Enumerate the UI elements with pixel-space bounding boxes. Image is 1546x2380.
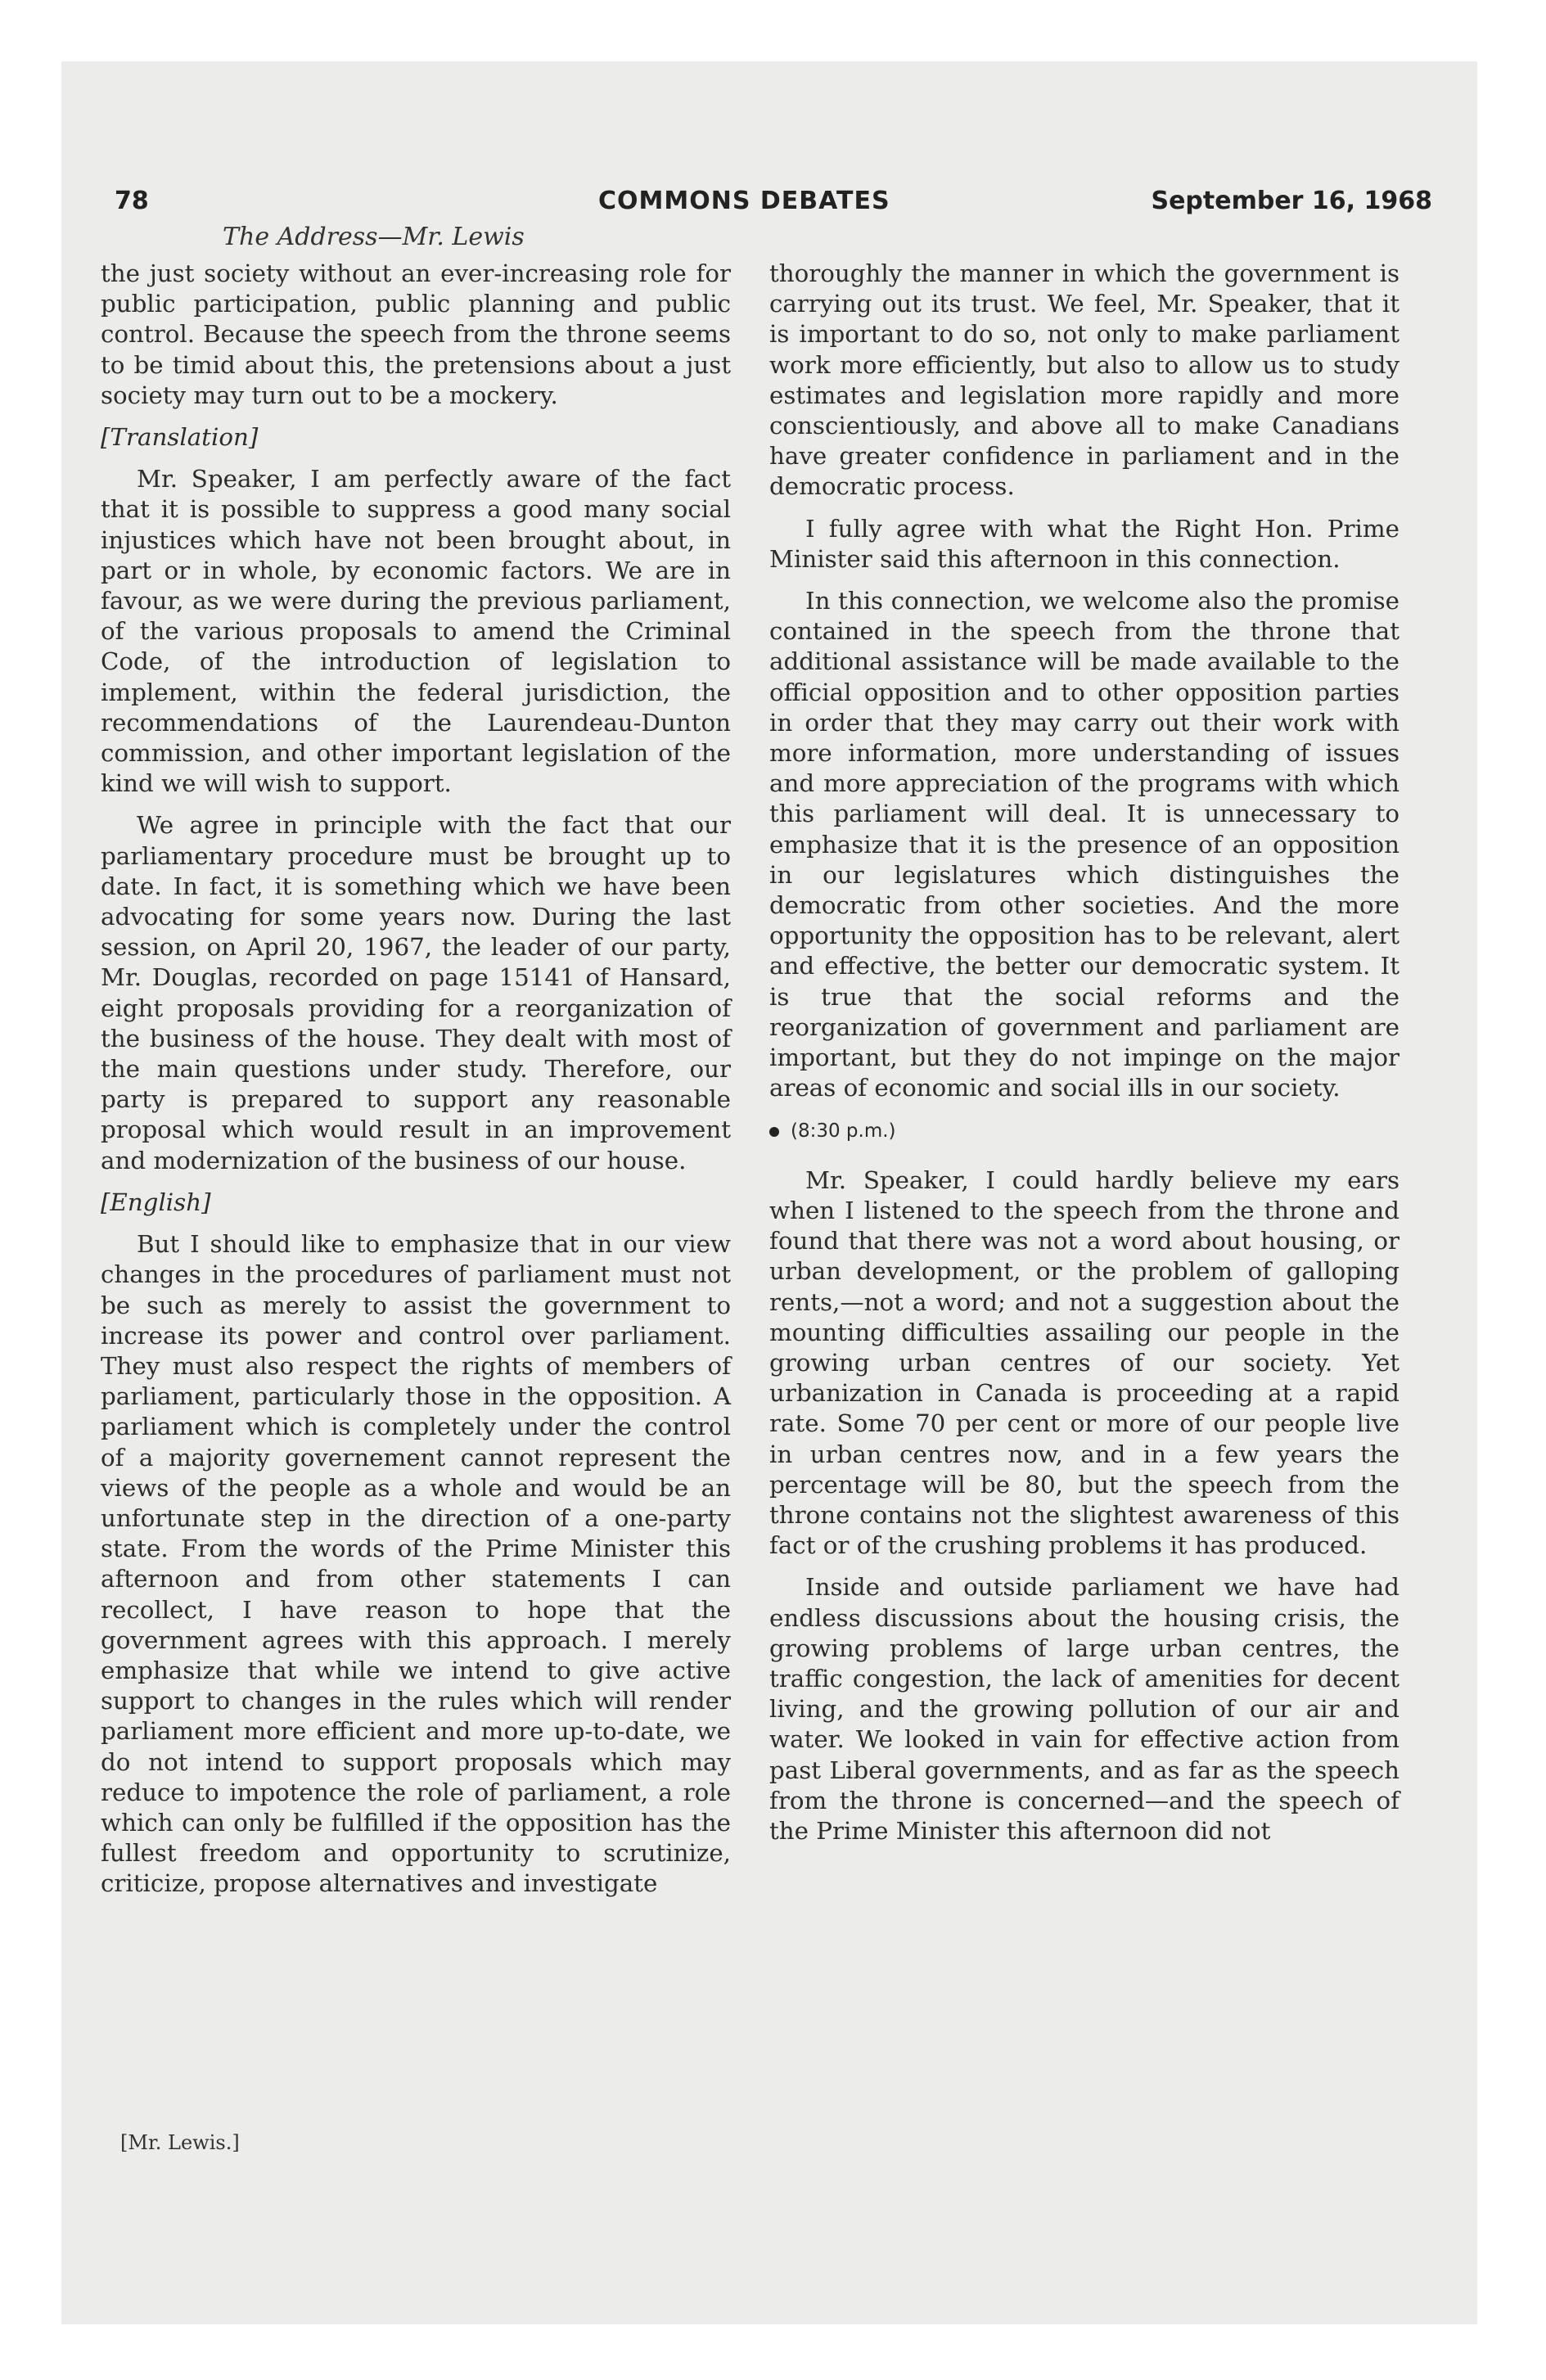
right-column	[769, 259, 1400, 1858]
paragraph: But I should like to emphasize that in our view changes in the procedures of parliament must not be such as merely to assist the government to increase its power and control over parliament. They must also respect the rights of members of parliament, particularly those in the opposition. A parliament which is completely under the control of a majority governement cannot represent the views of the people as a whole and would be an unfortunate step in the direction of a one-party state. From the words of the Prime Minister this afternoon and from other statements I can recollect, I have reason to hope that the government agrees with this approach. I merely emphasize that while we intend to give active support to changes in the rules which will render parliament more efficient and more up-to-date, we do not intend to support proposals which may reduce to impotence the role of parliament, a role which can only be fulfilled if the opposition has the fullest freedom and opportunity to scrutinize, criticize, propose alternatives and investigate	[101, 1230, 731, 1898]
time-stamp: (8:30 p.m.)	[791, 1120, 896, 1143]
publication-title: COMMONS DEBATES	[598, 187, 890, 215]
left-column	[101, 259, 731, 1911]
speaker-footer: [Mr. Lewis.]	[120, 2131, 240, 2154]
running-head: The Address—Mr. Lewis	[223, 223, 525, 251]
paragraph: the just society without an ever-increasing role for public participation, public planning and public control. Because the speech from the throne seems to be timid about this, the pretensions about a just society may turn out to be a mockery.	[101, 259, 731, 409]
paragraph: Mr. Speaker, I am perfectly aware of the fact that it is possible to suppress a good many social injustices which have not been brought about, in part or in whole, by economic factors. We are in favour, as we were during the previous parliament, of the various proposals to amend the Criminal Code, of the introduction of legislation to implement, within the federal jurisdiction, the recommendations of the Laurendeau-Dunton commission, and other important legislation of the kind we will wish to support.	[101, 465, 731, 798]
time-marker	[769, 1116, 1400, 1147]
paragraph: Inside and outside parliament we have had endless discussions about the housing crisis, the growing problems of large urban centres, the traffic congestion, the lack of amenities for decent living, and the growing pollution of our air and water. We looked in vain for effective action from past Liberal governments, and as far as the speech from the throne is concerned—and the speech of the Prime Minister this afternoon did not	[769, 1573, 1400, 1845]
page-number: 78	[115, 187, 149, 215]
publication-date: September 16, 1968	[1151, 187, 1432, 215]
paragraph: I fully agree with what the Right Hon. Prime Minister said this afternoon in this connection.	[769, 514, 1400, 573]
page-header	[115, 187, 1432, 228]
paragraph: Mr. Speaker, I could hardly believe my ears when I listened to the speech from the throne and found that there was not a word about housing, or urban development, or the problem of galloping rents,—not a word; and not a suggestion about the mounting difficulties assailing our people in the growing urban centres of our society. Yet urbanization in Canada is proceeding at a rapid rate. Some 70 per cent or more of our people live in urban centres now, and in a few years the percentage will be 80, but the speech from the throne contains not the slightest awareness of this fact or of the crushing problems it has produced.	[769, 1165, 1400, 1560]
bullet-dot-icon	[769, 1127, 779, 1137]
language-label: [English]	[101, 1188, 211, 1216]
paragraph: In this connection, we welcome also the promise contained in the speech from the throne that additional assistance will be made available to the official opposition and to other opposition parties in order that they may carry out their work with more information, more understanding of issues and more appreciation of the programs with which this parliament will deal. It is unnecessary to emphasize that it is the presence of an opposition in our legislatures which distinguishes the democratic from other societies. And the more opportunity the opposition has to be relevant, alert and effective, the better our democratic system. It is true that the social reforms and the reorganization of government and parliament are important, but they do not impinge on the major areas of economic and social ills in our society.	[769, 587, 1400, 1102]
paragraph: We agree in principle with the fact that our parliamentary procedure must be brought up to date. In fact, it is something which we have been advocating for some years now. During the last session, on April 20, 1967, the leader of our party, Mr. Douglas, recorded on page 15141 of Hansard, eight proposals providing for a reorganization of the business of the house. They dealt with most of the main questions under study. Therefore, our party is prepared to support any reasonable proposal which would result in an improvement and modernization of the business of our house.	[101, 811, 731, 1174]
language-label: [Translation]	[101, 423, 259, 452]
paragraph: thoroughly the manner in which the government is carrying out its trust. We feel, Mr. Speaker, that it is important to do so, not only to make parliament work more efficiently, but also to allow us to study estimates and legislation more rapidly and more conscientiously, and above all to make Canadians have greater confidence in parliament and in the democratic process.	[769, 259, 1400, 501]
